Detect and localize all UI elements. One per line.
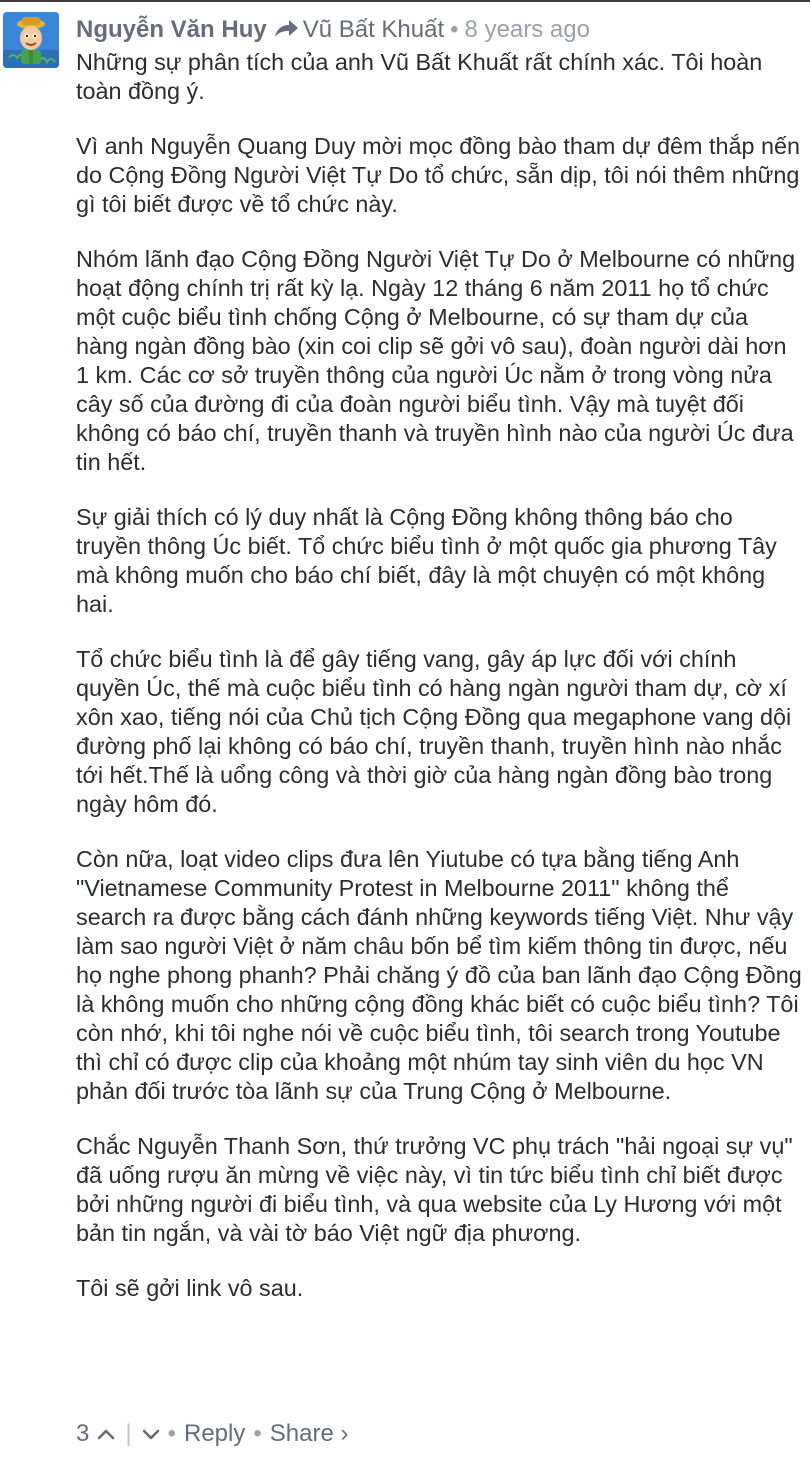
share-button[interactable]: Share ›	[269, 1420, 349, 1447]
reply-button[interactable]: Reply	[184, 1420, 246, 1447]
comment-header	[76, 12, 804, 48]
chevron-down-icon[interactable]	[142, 1428, 160, 1440]
author-name[interactable]: Nguyễn Văn Huy	[76, 16, 267, 43]
footer-separator: •	[253, 1420, 262, 1447]
avatar-cartoon-icon	[3, 12, 59, 68]
footer-separator: •	[167, 1420, 176, 1447]
parent-author-link[interactable]: Vũ Bất Khuất	[302, 16, 445, 43]
comment-paragraph: Những sự phân tích của anh Vũ Bất Khuất rất chính xác. Tôi hoàn toàn đồng ý.	[76, 49, 763, 104]
chevron-up-icon[interactable]	[97, 1428, 115, 1440]
post-timestamp[interactable]: 8 years ago	[464, 16, 590, 43]
comment-paragraph: Sự giải thích có lý duy nhất là Cộng Đồng không thông báo cho truyền thông Úc biết. Tổ chức biểu tình ở một quốc gia phương Tây mà không muốn cho báo chí biết, đây là một chuyện có một không hai.	[76, 504, 777, 617]
comment-message	[76, 48, 804, 1303]
vote-count: 3	[76, 1420, 90, 1447]
comment-paragraph: Chắc Nguyễn Thanh Sơn, thứ trưởng VC phụ trách "hải ngoại sự vụ" đã uống rượu ăn mừng về việc này, vì tin tức biểu tình chỉ biết được bởi những người đi biểu tình, và qua website của Ly Hương với một bản tin ngắn, và vài tờ báo Việt ngữ địa phương.	[76, 1133, 793, 1246]
vote-divider: |	[125, 1420, 132, 1447]
comment-paragraph: Tổ chức biểu tình là để gây tiếng vang, gây áp lực đối với chính quyền Úc, thế mà cuộc biểu tình có hàng ngàn người tham dự, cờ xí xôn xao, tiếng nói của Chủ tịch Cộng Đồng qua megaphone vang dội đường phố lại không có báo chí, truyền thanh, truyền hình nào nhắc tới hết.Thế là uổng công và thời giờ của hàng ngàn đồng bào trong ngày hôm đó.	[76, 646, 792, 817]
meta-separator: •	[450, 16, 459, 43]
comment-paragraph: Tôi sẽ gởi link vô sau.	[76, 1275, 304, 1301]
comment-paragraph: Nhóm lãnh đạo Cộng Đồng Người Việt Tự Do ở Melbourne có những hoạt động chính trị rất kỳ lạ. Ngày 12 tháng 6 năm 2011 họ tổ chức một cuộc biểu tình chống Cộng ở Melbourne, có sự tham dự của hàng ngàn đồng bào (xin coi clip sẽ gởi vô sau), đoàn người dài hơn 1 km. Các cơ sở truyền thông của người Úc nằm ở trong vòng nửa cây số của đường đi của đoàn người biểu tình. Vậy mà tuyệt đối không có báo chí, truyền thanh và truyền hình nào của người Úc đưa tin hết.	[76, 246, 796, 475]
comment-paragraph: Vì anh Nguyễn Quang Duy mời mọc đồng bào tham dự đêm thắp nến do Cộng Đồng Người Việt Tự Do tổ chức, sẵn dịp, tôi nói thêm những gì tôi biết được về tổ chức này.	[76, 133, 801, 217]
comment-body	[76, 12, 804, 1303]
comment-footer	[76, 1416, 348, 1452]
share-arrow-icon	[273, 19, 299, 39]
comment-paragraph: Còn nữa, loạt video clips đưa lên Yiutube có tựa bằng tiếng Anh "Vietnamese Community Protest in Melbourne 2011" không thể search ra được bằng cách đánh những keywords tiếng Việt. Như vậy làm sao người Việt ở năm châu bốn bể tìm kiếm thông tin được, nếu họ nghe phong phanh? Phải chăng ý đồ của ban lãnh đạo Cộng Đồng là không muốn cho những cộng đồng khác biết có cuộc biểu tình? Tôi còn nhớ, khi tôi nghe nói về cuộc biểu tình, tôi search trong Youtube thì chỉ có được clip của khoảng một nhúm tay sinh viên du học VN phản đối trước tòa lãnh sự của Trung Cộng ở Melbourne.	[76, 846, 802, 1104]
avatar[interactable]	[3, 12, 59, 68]
